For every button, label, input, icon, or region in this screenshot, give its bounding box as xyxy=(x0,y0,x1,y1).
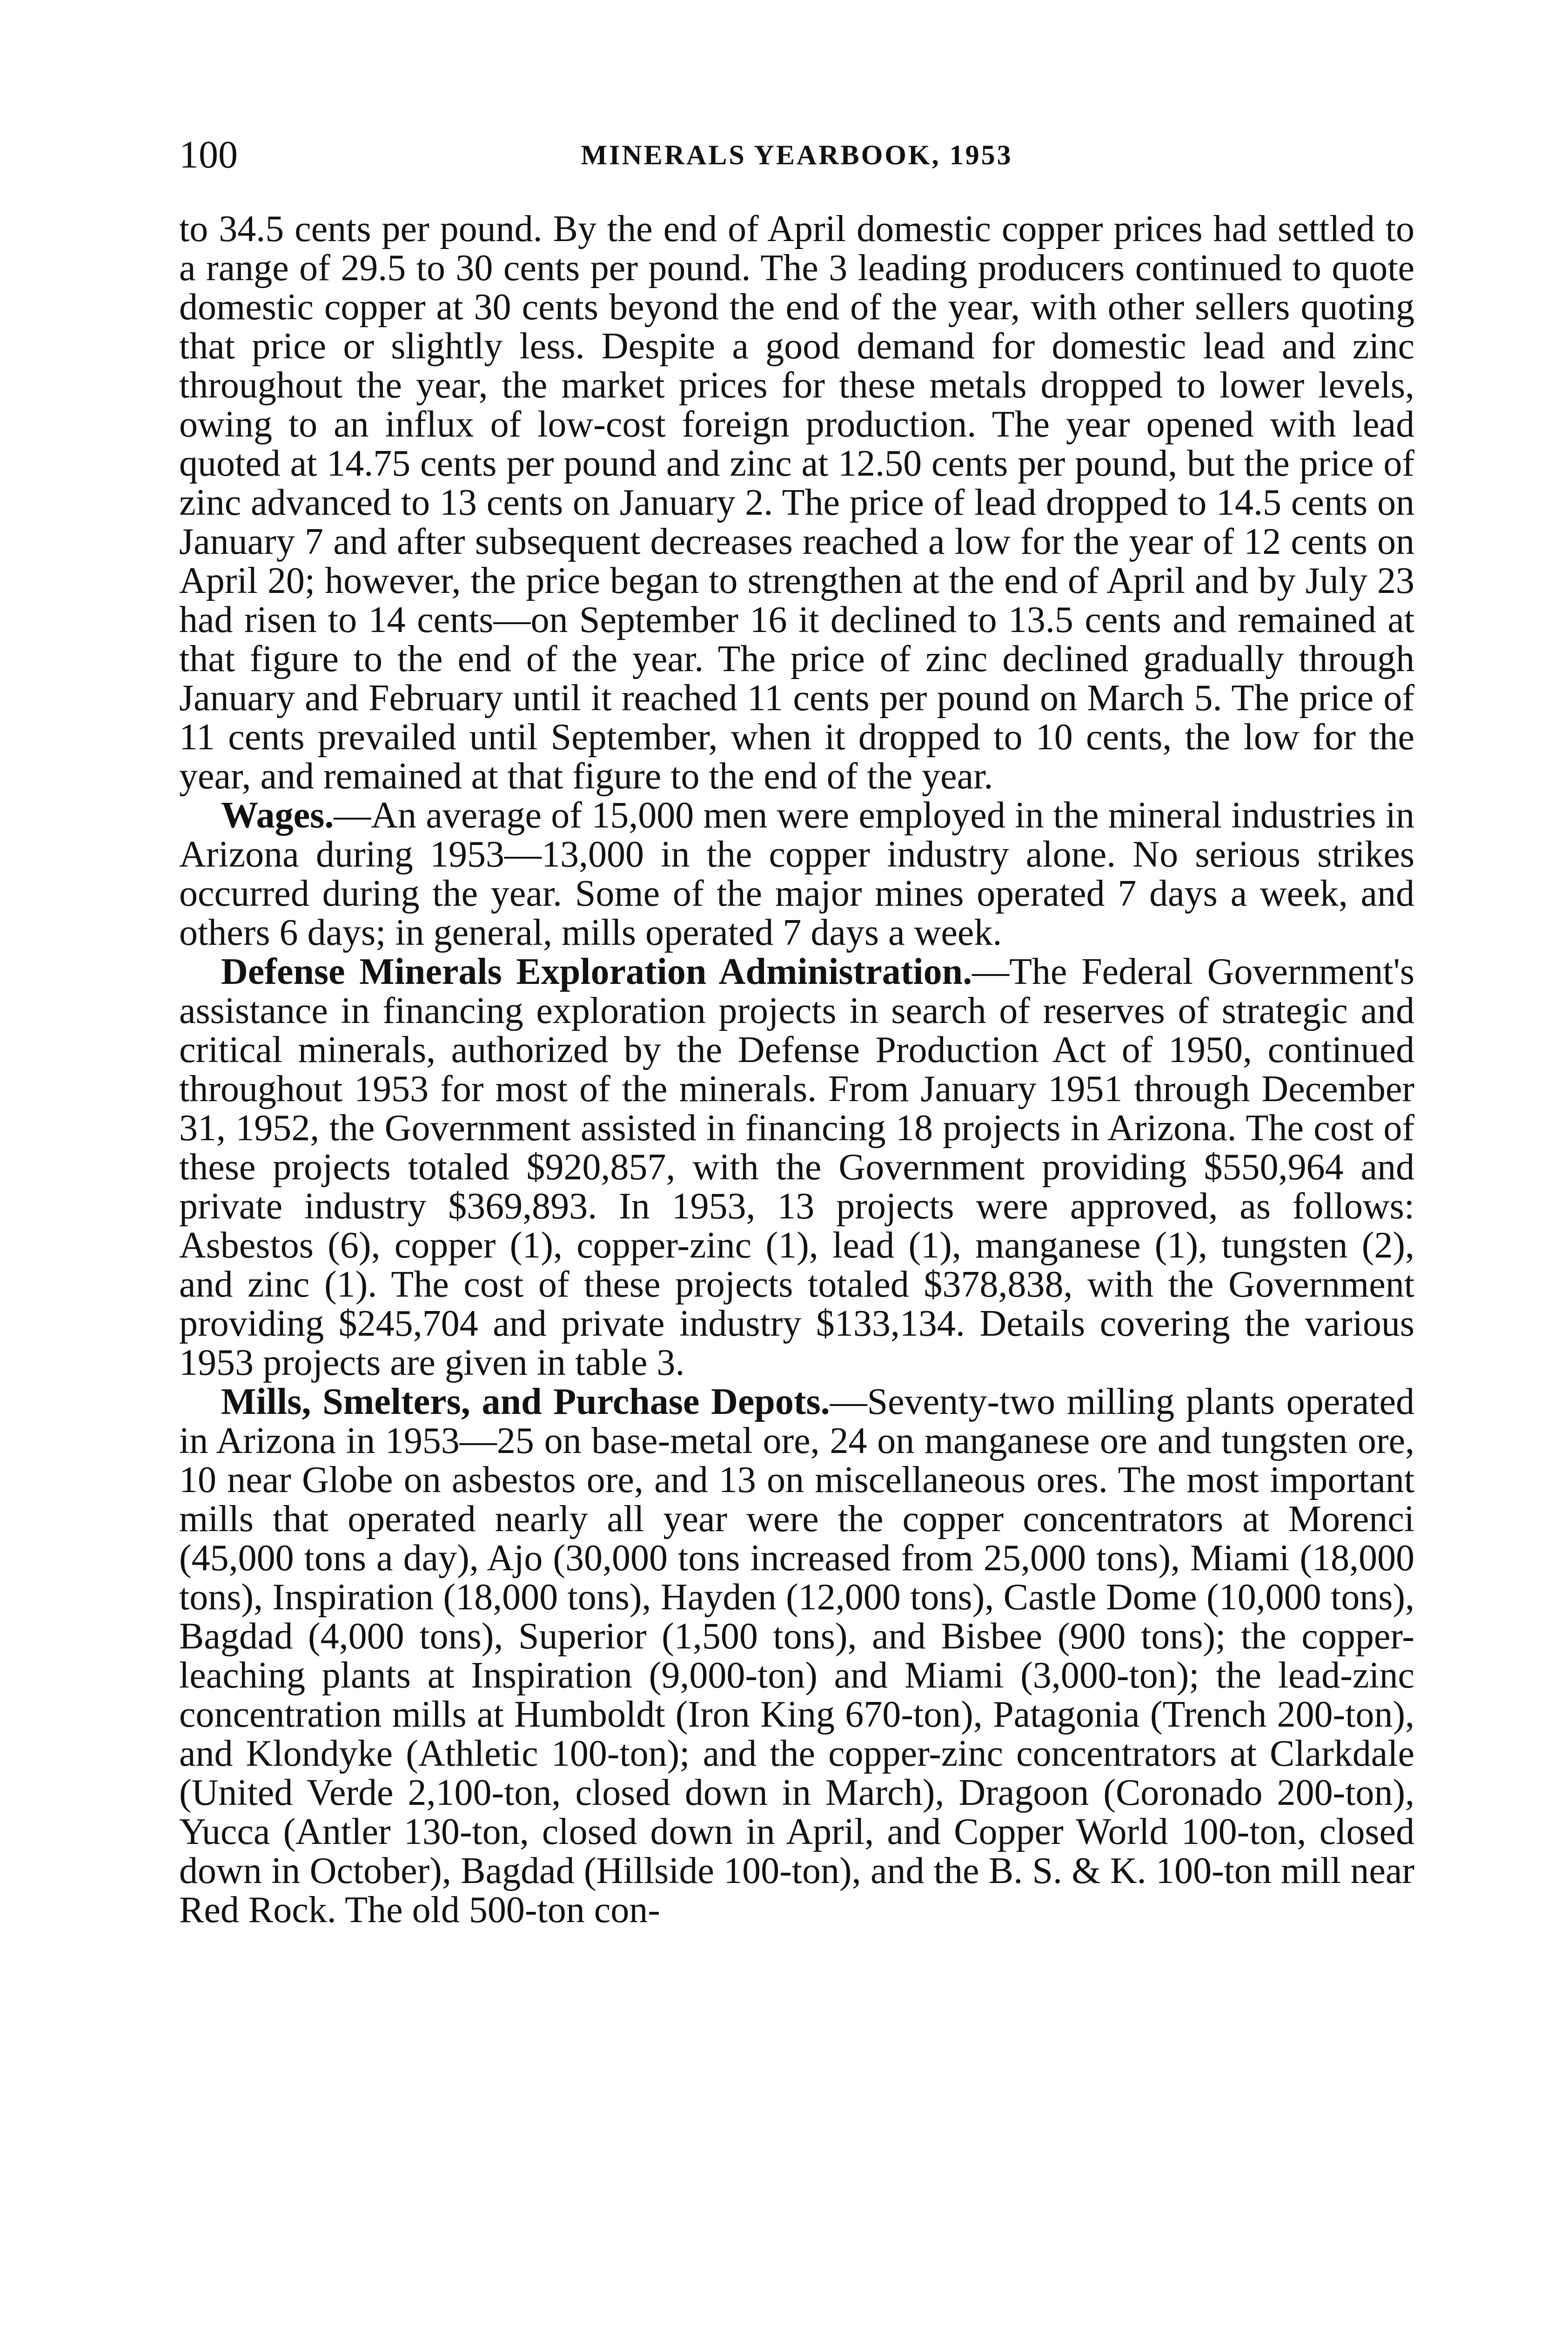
section-heading-wages: Wages. xyxy=(221,795,334,836)
section-heading-defense-minerals: Defense Minerals Exploration Administration. xyxy=(221,951,972,992)
paragraph-text: —An average of 15,000 men were employed in the mineral industries in Arizona during 1953—13,000 in the copper industry alone. No serious strikes occurred during the year. Some of the major mines operated 7 days a week, and others 6 days; in general, mills operated 7 days a week. xyxy=(179,795,1414,953)
paragraph-mills-smelters xyxy=(179,1382,1414,1930)
paragraph-text: —Seventy-two milling plants operated in Arizona in 1953—25 on base-metal ore, 24 on manganese ore and tungsten ore, 10 near Globe on asbestos ore, and 13 on miscellaneous ores. The most important mills that operated nearly all year were the copper concentrators at Morenci (45,000 tons a day), Ajo (30,000 tons increased from 25,000 tons), Miami (18,000 tons), Inspiration (18,000 tons), Hayden (12,000 tons), Castle Dome (10,000 tons), Bagdad (4,000 tons), Superior (1,500 tons), and Bisbee (900 tons); the copper-leaching plants at Inspiration (9,000-ton) and Miami (3,000-ton); the lead-zinc concentration mills at Humboldt (Iron King 670-ton), Patagonia (Trench 200-ton), and Klondyke (Athletic 100-ton); and the copper-zinc concentrators at Clarkdale (United Verde 2,100-ton, closed down in March), Dragoon (Coronado 200-ton), Yucca (Antler 130-ton, closed down in April, and Copper World 100-ton, closed down in October), Bagdad (Hillside 100-ton), and the B. S. & K. 100-ton mill near Red Rock. The old 500-ton con- xyxy=(179,1381,1414,1930)
body-text xyxy=(179,209,1414,1930)
section-heading-mills-smelters: Mills, Smelters, and Purchase Depots. xyxy=(221,1381,830,1422)
paragraph-defense-minerals-exploration xyxy=(179,952,1414,1382)
paragraph-text: —The Federal Government's assistance in financing exploration projects in search of reserves of strategic and critical minerals, authorized by the Defense Production Act of 1950, continued throughout 1953 for most of the minerals. From January 1951 through December 31, 1952, the Government assisted in financing 18 projects in Arizona. The cost of these projects totaled $920,857, with the Government providing $550,964 and private industry $369,893. In 1953, 13 projects were approved, as follows: Asbestos (6), copper (1), copper-zinc (1), lead (1), manganese (1), tungsten (2), and zinc (1). The cost of these projects totaled $378,838, with the Government providing $245,704 and private industry $133,134. Details covering the various 1953 projects are given in table 3. xyxy=(179,951,1414,1383)
running-head xyxy=(179,129,1414,181)
paragraph-copper-lead-zinc-prices xyxy=(179,209,1414,796)
running-title: MINERALS YEARBOOK, 1953 xyxy=(581,140,1013,170)
paragraph-text: to 34.5 cents per pound. By the end of April domestic copper prices had settled to a range of 29.5 to 30 cents per pound. The 3 leading producers continued to quote domestic copper at 30 cents beyond the end of the year, with other sellers quoting that price or slightly less. Despite a good demand for domestic lead and zinc throughout the year, the market prices for these metals dropped to lower levels, owing to an influx of low-cost foreign production. The year opened with lead quoted at 14.75 cents per pound and zinc at 12.50 cents per pound, but the price of zinc advanced to 13 cents on January 2. The price of lead dropped to 14.5 cents on January 7 and after subsequent decreases reached a low for the year of 12 cents on April 20; however, the price began to strengthen at the end of April and by July 23 had risen to 14 cents—on September 16 it declined to 13.5 cents and remained at that figure to the end of the year. The price of zinc declined gradually through January and February until it reached 11 cents per pound on March 5. The price of 11 cents prevailed until September, when it dropped to 10 cents, the low for the year, and remained at that figure to the end of the year. xyxy=(179,208,1414,797)
paragraph-wages xyxy=(179,796,1414,952)
page-number: 100 xyxy=(179,133,238,176)
